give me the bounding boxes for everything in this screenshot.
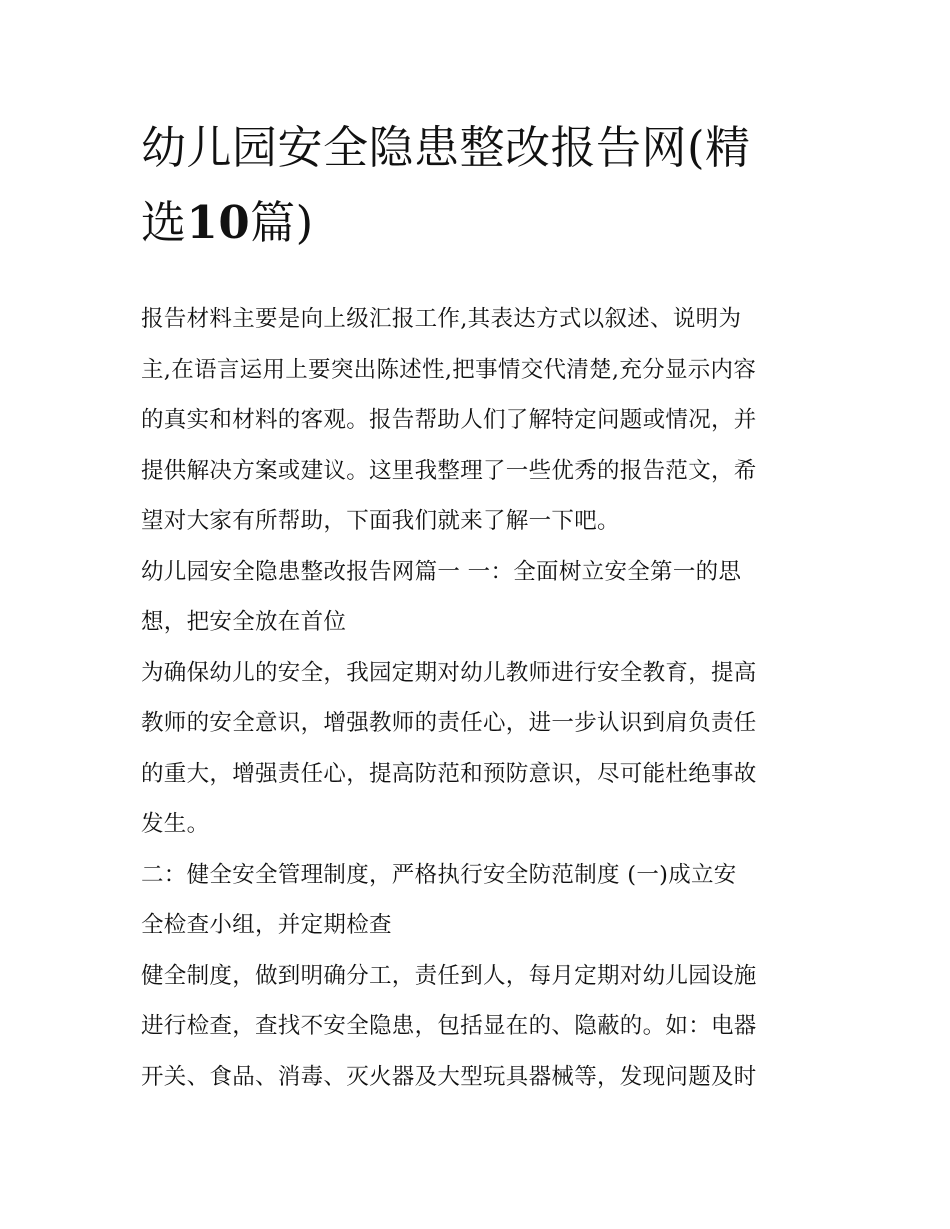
section-heading-1 (141, 547, 813, 648)
text-line: 望对大家有所帮助，下面我们就来了解一下吧。 (141, 508, 620, 534)
document-body (141, 110, 813, 1102)
title-line-1: 幼儿园安全隐患整改报告网(精 (141, 121, 751, 174)
intro-paragraph (141, 294, 813, 547)
text-line: 想，把安全放在首位 (141, 609, 347, 635)
section-heading-2 (141, 850, 813, 951)
text-line: 发生。 (141, 811, 210, 837)
title-line-2: 选10篇) (141, 196, 314, 249)
text-line: 报告材料主要是向上级汇报工作,其表达方式以叙述、说明为 (141, 306, 742, 332)
text-line: 进行检查，查找不安全隐患，包括显在的、隐蔽的。如：电器 (141, 1013, 757, 1039)
text-line: 开关、食品、消毒、灭火器及大型玩具器械等，发现问题及时 (141, 1063, 757, 1090)
text-line: 的重大，增强责任心，提高防范和预防意识，尽可能杜绝事故 (141, 760, 757, 787)
text-line: 全检查小组，并定期检查 (141, 912, 392, 938)
document-title (141, 110, 813, 260)
text-line: 提供解决方案或建议。这里我整理了一些优秀的报告范文，希 (141, 457, 757, 484)
text-line: 健全制度，做到明确分工，责任到人，每月定期对幼儿园设施 (141, 962, 757, 989)
text-line: 的真实和材料的客观。报告帮助人们了解特定问题或情况，并 (141, 407, 757, 433)
body-paragraph-1 (141, 648, 813, 850)
text-line: 幼儿园安全隐患整改报告网篇一 一：全面树立安全第一的思 (141, 558, 742, 585)
title-number: 10 (186, 196, 251, 249)
text-line: 主,在语言运用上要突出陈述性,把事情交代清楚,充分显示内容 (141, 356, 757, 383)
text-line: 二：健全安全管理制度，严格执行安全防范制度 (一)成立安 (141, 861, 737, 888)
text-line: 为确保幼儿的安全，我园定期对幼儿教师进行安全教育，提高 (141, 659, 757, 686)
body-paragraph-2 (141, 951, 813, 1103)
title-spacer (141, 260, 813, 294)
text-line: 教师的安全意识，增强教师的责任心，进一步认识到肩负责任 (141, 710, 757, 736)
